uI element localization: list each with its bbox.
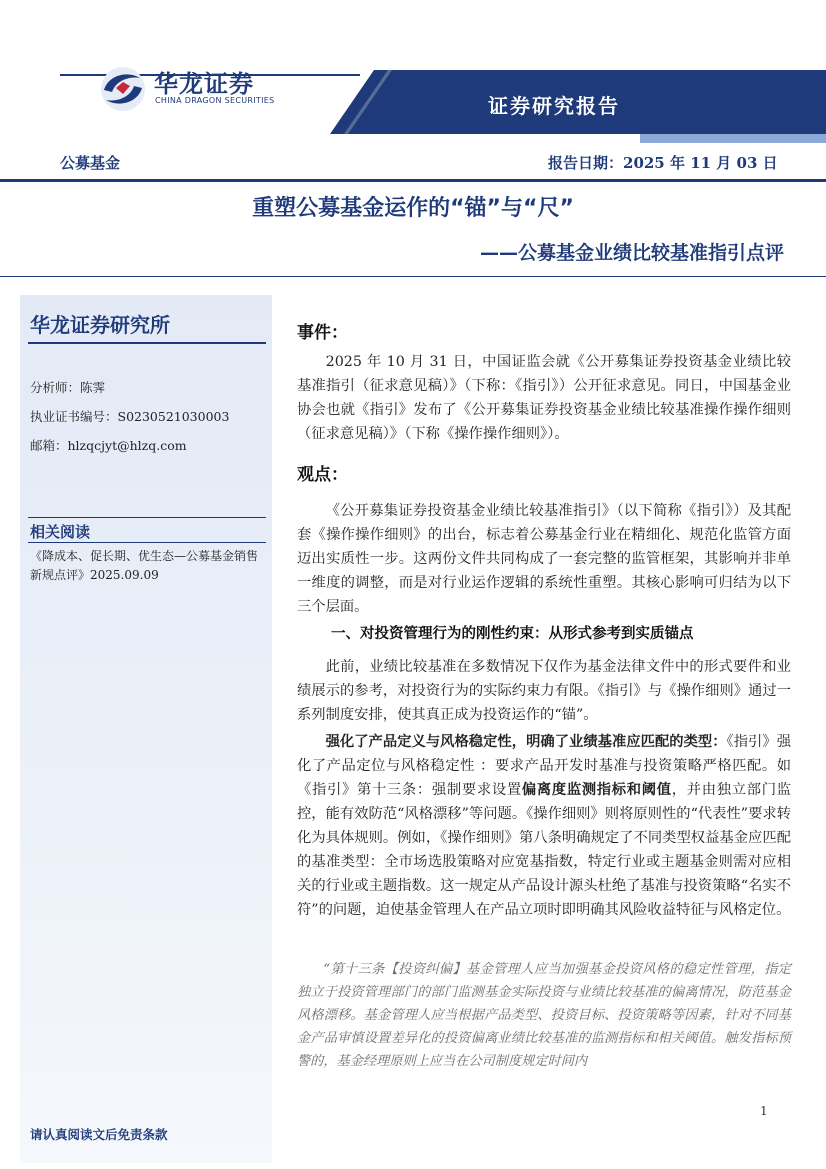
brand-name-cn: 华龙证券 xyxy=(154,70,254,98)
report-category: 公募基金 xyxy=(60,154,121,172)
report-type: 证券研究报告 xyxy=(488,94,620,118)
related-reading-heading: 相关阅读 xyxy=(30,523,91,541)
style-stability-text-b: ，并由独立部门监控，能有效防范“风格漂移”等问题。《操作细则》则将原则性的“代表性”要求转化为具体规则。例如，《操作细则》第八条明确规定了不同类型权益基金应匹配的基准类型：全市场选股策略对应宽基指数，特定行业或主题基金则需对应相关的行业或主题指数。这一规定从产品设计源头杜绝了基准与投资策略“名实不符”的问题，迫使基金管理人在产品立项时即明确其风险收益特征与风格定位。 xyxy=(297,782,791,918)
banner-accent-bar xyxy=(640,134,826,143)
disclaimer-note: 请认真阅读文后免责条款 xyxy=(30,1127,168,1142)
sidebar-divider xyxy=(28,342,266,344)
view-paragraph: 《公开募集证券投资基金业绩比较基准指引》（以下简称《指引》）及其配套《操作操作细则》的出台，标志着公募基金行业在精细化、规范化监管方面迈出实质性一步。这两份文件共同构成了一套完整的监管框架，其影响并非单一维度的调整，而是对行业运作逻辑的系统性重塑。其核心影响可归结为以下三个层面。 xyxy=(297,503,791,615)
style-stability-lead: 强化了产品定义与风格稳定性，明确了业绩基准应匹配的类型： xyxy=(325,734,727,750)
section1-heading: 一、对投资管理行为的刚性约束：从形式参考到实质锚点 xyxy=(331,625,694,642)
brand-logo-icon xyxy=(98,64,148,114)
brand-name-en: CHINA DRAGON SECURITIES xyxy=(155,96,275,105)
related-divider xyxy=(28,542,266,543)
header-divider xyxy=(0,179,826,182)
email: 邮箱：hlzqcjyt@hlzq.com xyxy=(30,438,187,453)
event-paragraph: 2025 年 10 月 31 日，中国证监会就《公开募集证券投资基金业绩比较基准指引（征求意见稿）》（下称：《指引》）公开征求意见。同日，中国基金业协会也就《指引》发布了《公开募集证券投资基金业绩比较基准操作操作细则（征求意见稿）》（下称《操作操作细则》）。 xyxy=(297,354,791,442)
page-title: 重塑公募基金运作的“锚”与“尺” xyxy=(252,196,574,221)
regulation-quote: “第十三条【投资纠偏】基金管理人应当加强基金投资风格的稳定性管理，指定独立于投资管理部门的部门监测基金实际投资与业绩比较基准的偏离情况，防范基金风格漂移。基金管理人应当根据产品类型、投资目标、投资策略等因素，针对不同基金产品审慎设置差异化的投资偏离业绩比较基准的监测指标和相关阈值。触发指标预警的，基金经理原则上应当在公司制度规定时间内 xyxy=(297,962,791,1069)
analyst: 分析师：陈霁 xyxy=(30,380,106,395)
style-stability-paragraph xyxy=(297,730,791,922)
view-heading: 观点： xyxy=(297,465,348,485)
institute-name: 华龙证券研究所 xyxy=(30,313,170,337)
related-reading-item[interactable]: 《降成本、促长期、优生态—公募基金销售新规点评》2025.09.09 xyxy=(30,549,259,582)
sidebar xyxy=(20,295,272,1163)
deviation-indicator-emphasis: 偏离度监测指标和阈值 xyxy=(521,782,672,798)
title-divider xyxy=(0,276,826,277)
page-subtitle: ——公募基金业绩比较基准指引点评 xyxy=(479,242,784,264)
certificate-number: 执业证书编号：S0230521030003 xyxy=(30,409,230,424)
page-number: 1 xyxy=(760,1104,768,1118)
related-top-divider xyxy=(28,517,266,518)
event-heading: 事件： xyxy=(297,323,348,343)
style-stability-text-a: 《指引》强化了产品定位与风格稳定性 ：要求产品开发时基准与投资策略严格匹配。如《指引》第十三条：强制要求设置 xyxy=(297,734,791,798)
section1-paragraph: 此前，业绩比较基准在多数情况下仅作为基金法律文件中的形式要件和业绩展示的参考，对投资行为的实际约束力有限。《指引》与《操作细则》通过一系列制度安排，使其真正成为投资运作的“锚”。 xyxy=(297,659,791,723)
report-date: 报告日期：2025 年 11 月 03 日 xyxy=(548,154,778,172)
